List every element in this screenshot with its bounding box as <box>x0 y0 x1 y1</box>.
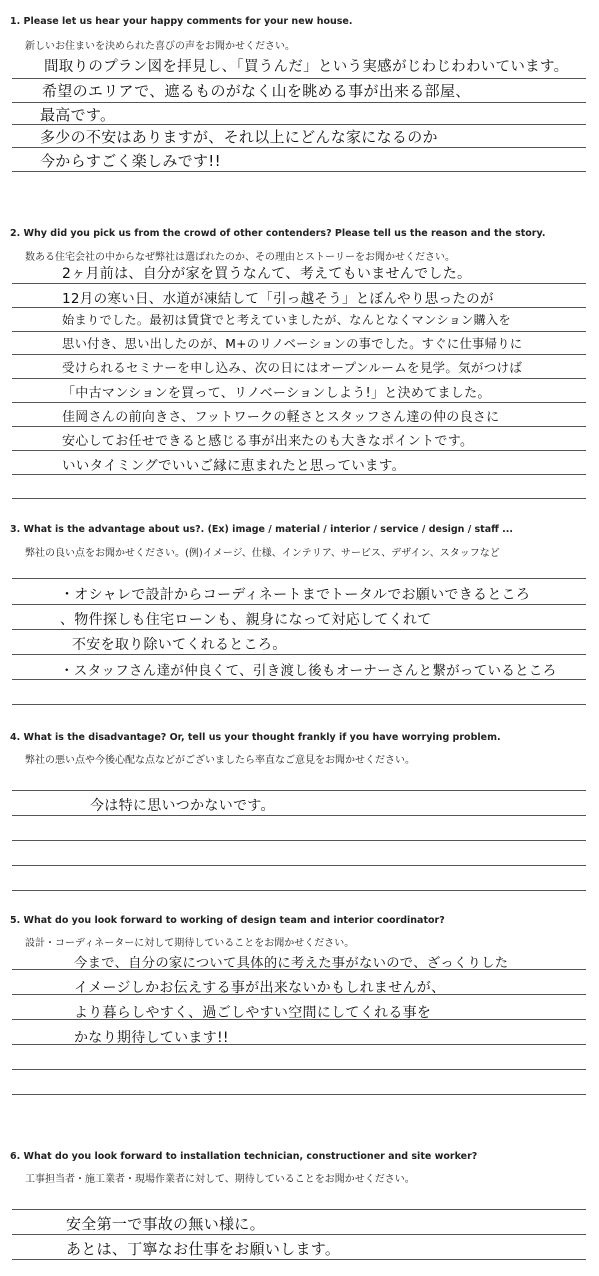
question-en: 1. Please let us hear your happy comments for your new house. <box>10 16 353 27</box>
answer-text: ・オシャレで設計からコーディネートまでトータルでお願いできるところ <box>60 587 531 603</box>
question-ja: 弊社の悪い点や今後心配な点などがございましたら率直なご意見をお聞かせください。 <box>25 755 415 766</box>
answer-text: 2ヶ月前は、自分が家を買うなんて、考えてもいませんでした。 <box>62 266 472 282</box>
answer-text: 安心してお任せできると感じる事が出来たのも大きなポイントです。 <box>62 434 474 449</box>
answer-text: 希望のエリアで、遮るものがなく山を眺める事が出来る部屋、 <box>42 82 471 100</box>
answer-text: 「中古マンションを買って、リノベーションしよう!」と決めてました。 <box>62 386 491 401</box>
answer-text: 、物件探しも住宅ローンも、親身になって対応してくれて <box>60 612 432 628</box>
answer-text: 佳岡さんの前向きさ、フットワークの軽さとスタッフさん達の仲の良さに <box>62 410 500 425</box>
answer-text: 思い付き、思い出したのが、M+のリノベーションの事でした。すぐに仕事帰りに <box>62 337 523 351</box>
answer-text: 受けられるセミナーを申し込み、次の日にはオープンルームを見学。気がつけば <box>62 360 523 375</box>
answer-text: 始まりでした。最初は賃貸でと考えていましたが、なんとなくマンション購入を <box>62 313 511 327</box>
question-en: 5. What do you look forward to working of design team and interior coordinator? <box>10 915 445 926</box>
answer-line <box>12 1209 586 1210</box>
answer-text: あとは、丁寧なお仕事をお願いします。 <box>66 1240 341 1258</box>
question-ja: 数ある住宅会社の中からなぜ弊社は選ばれたのか、その理由とストーリーをお聞かせください。 <box>25 252 455 263</box>
answer-text: 今は特に思いつかないです。 <box>90 798 275 814</box>
answer-text: いいタイミングでいいご縁に恵まれたと思っています。 <box>62 458 406 474</box>
answer-text: イメージしかお伝えする事が出来ないかもしれませんが、 <box>74 980 446 996</box>
answer-text: 今まで、自分の家について具体的に考えた事がないので、ざっくりした <box>74 956 509 971</box>
question-ja: 弊社の良い点をお聞かせください。(例)イメージ、仕様、インテリア、サービス、デザイン、スタッフなど <box>25 548 500 559</box>
answer-text: かなり期待しています!! <box>74 1030 229 1046</box>
question-en: 3. What is the advantage about us?. (Ex) image / material / interior / service / design / staff ... <box>10 524 513 535</box>
question-ja: 設計・コーディネーターに対して期待していることをお聞かせください。 <box>25 938 355 949</box>
answer-text: 今からすごく楽しみです!! <box>40 152 221 170</box>
answer-text: 多少の不安はありますが、それ以上にどんな家になるのか <box>40 128 438 146</box>
question-ja: 新しいお住まいを決められた喜びの声をお聞かせください。 <box>25 41 295 52</box>
answer-text: 12月の寒い日、水道が凍結して「引っ越そう」とぼんやり思ったのが <box>62 291 494 307</box>
question-en: 4. What is the disadvantage? Or, tell us your thought frankly if you have worrying problem. <box>10 732 501 743</box>
question-en: 6. What do you look forward to installation technician, constructioner and site worker? <box>10 1151 478 1162</box>
question-en: 2. Why did you pick us from the crowd of other contenders? Please tell us the reason and the story. <box>10 228 546 239</box>
answer-text: 最高です。 <box>40 106 116 124</box>
answer-text: 不安を取り除いてくれるところ。 <box>72 637 287 653</box>
answer-text: 安全第一で事故の無い様に。 <box>66 1215 265 1233</box>
answer-text: ・スタッフさん達が仲良くて、引き渡し後もオーナーさんと繋がっているところ <box>60 663 557 679</box>
answer-text: 間取りのプラン図を拝見し、「買うんだ」という実感がじわじわわいています。 <box>44 59 569 75</box>
question-ja: 工事担当者・施工業者・現場作業者に対して、期待していることをお聞かせください。 <box>25 1174 415 1185</box>
answer-line <box>12 1259 586 1260</box>
answer-line <box>12 1234 586 1235</box>
answer-text: より暮らしやすく、過ごしやすい空間にしてくれる事を <box>74 1005 432 1021</box>
